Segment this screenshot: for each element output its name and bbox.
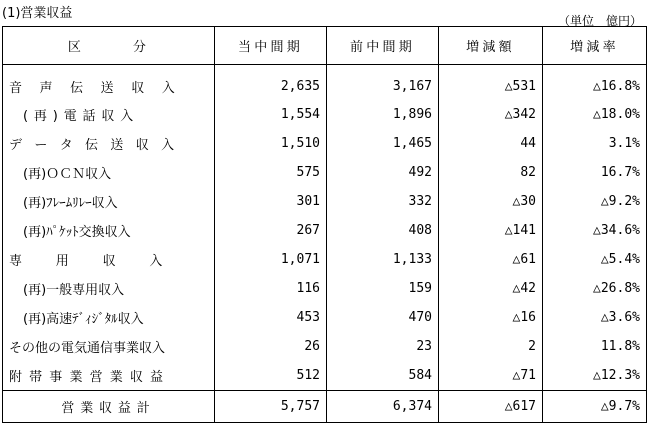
previous-value: 492 <box>327 158 439 187</box>
table-row <box>3 245 647 274</box>
current-value: 26 <box>215 332 327 361</box>
previous-value: 332 <box>327 187 439 216</box>
rate-value: △16.8% <box>543 65 647 101</box>
current-value: 512 <box>215 361 327 391</box>
row-label: (再)ﾊﾟｹｯﾄ交換収入 <box>3 216 215 245</box>
current-value: 575 <box>215 158 327 187</box>
total-previous: 6,374 <box>327 391 439 423</box>
current-value: 301 <box>215 187 327 216</box>
change-value: △30 <box>439 187 543 216</box>
change-value: △42 <box>439 274 543 303</box>
rate-value: △34.6% <box>543 216 647 245</box>
previous-value: 3,167 <box>327 65 439 101</box>
previous-value: 1,896 <box>327 100 439 129</box>
table-row <box>3 332 647 361</box>
header-change-amount: 増減額 <box>439 27 543 65</box>
table-row <box>3 303 647 332</box>
current-value: 1,554 <box>215 100 327 129</box>
previous-value: 408 <box>327 216 439 245</box>
operating-revenue-table <box>2 26 647 423</box>
table-row <box>3 216 647 245</box>
row-label: (再)ﾌﾚｰﾑﾘﾚｰ収入 <box>3 187 215 216</box>
section-caption: (1)営業収益 <box>2 6 73 21</box>
current-value: 1,510 <box>215 129 327 158</box>
header-change-rate: 増減率 <box>543 27 647 65</box>
rate-value: 11.8% <box>543 332 647 361</box>
row-label: (再)高速ﾃﾞｨｼﾞﾀﾙ収入 <box>3 303 215 332</box>
row-label: 専用収入 <box>3 245 215 274</box>
previous-value: 23 <box>327 332 439 361</box>
total-current: 5,757 <box>215 391 327 423</box>
change-value: △531 <box>439 65 543 101</box>
rate-value: △12.3% <box>543 361 647 391</box>
table-row <box>3 65 647 101</box>
header-current-interim: 当中間期 <box>215 27 327 65</box>
table-row <box>3 129 647 158</box>
row-label: (再)一般専用収入 <box>3 274 215 303</box>
row-label: (再)電話収入 <box>3 100 215 129</box>
rate-value: 3.1% <box>543 129 647 158</box>
rate-value: △18.0% <box>543 100 647 129</box>
row-label: 音声伝送収入 <box>3 65 215 101</box>
change-value: △61 <box>439 245 543 274</box>
previous-value: 159 <box>327 274 439 303</box>
change-value: △71 <box>439 361 543 391</box>
table-row <box>3 187 647 216</box>
total-change: △617 <box>439 391 543 423</box>
table-row <box>3 274 647 303</box>
previous-value: 470 <box>327 303 439 332</box>
header-category: 区 分 <box>3 27 215 65</box>
change-value: 82 <box>439 158 543 187</box>
total-rate: △9.7% <box>543 391 647 423</box>
row-label: その他の電気通信事業収入 <box>3 332 215 361</box>
current-value: 267 <box>215 216 327 245</box>
change-value: △342 <box>439 100 543 129</box>
rate-value: 16.7% <box>543 158 647 187</box>
current-value: 2,635 <box>215 65 327 101</box>
table-row <box>3 158 647 187</box>
rate-value: △5.4% <box>543 245 647 274</box>
row-label: データ伝送収入 <box>3 129 215 158</box>
previous-value: 584 <box>327 361 439 391</box>
row-label: (再)ＯＣＮ収入 <box>3 158 215 187</box>
table-row <box>3 100 647 129</box>
change-value: 2 <box>439 332 543 361</box>
row-label: 附帯事業営業収益 <box>3 361 215 391</box>
rate-value: △3.6% <box>543 303 647 332</box>
current-value: 116 <box>215 274 327 303</box>
current-value: 1,071 <box>215 245 327 274</box>
header-row <box>3 27 647 65</box>
table-row <box>3 361 647 391</box>
change-value: △16 <box>439 303 543 332</box>
total-row <box>3 391 647 423</box>
current-value: 453 <box>215 303 327 332</box>
previous-value: 1,465 <box>327 129 439 158</box>
header-previous-interim: 前中間期 <box>327 27 439 65</box>
rate-value: △26.8% <box>543 274 647 303</box>
total-label: 営業収益計 <box>3 391 215 423</box>
rate-value: △9.2% <box>543 187 647 216</box>
unit-note: （単位 億円） <box>557 14 642 28</box>
change-value: △141 <box>439 216 543 245</box>
previous-value: 1,133 <box>327 245 439 274</box>
change-value: 44 <box>439 129 543 158</box>
